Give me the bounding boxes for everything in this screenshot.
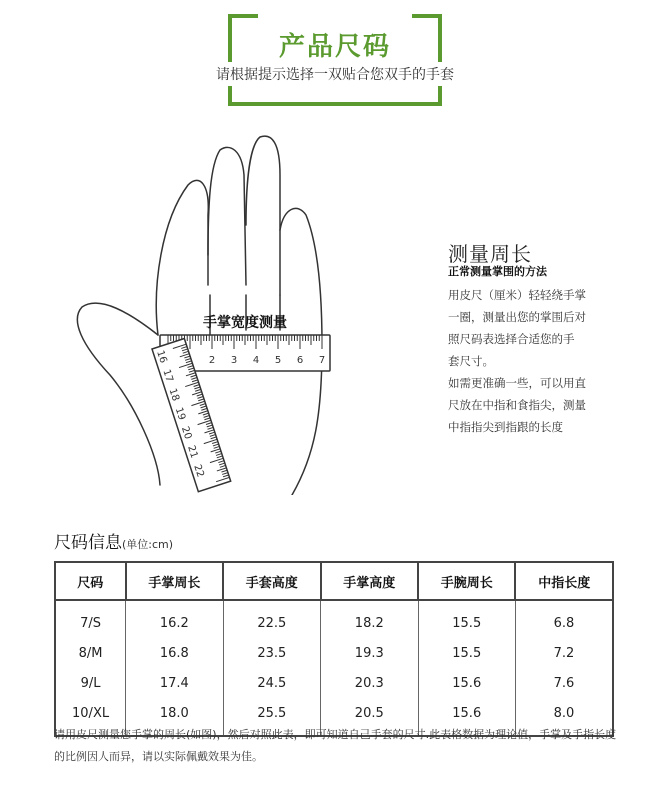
ruler-tick-label: 4 bbox=[252, 355, 260, 366]
table-cell: 9/L bbox=[55, 668, 126, 698]
measure-line: 一圈，测量出您的掌围后对 bbox=[448, 310, 586, 324]
ruler-tick-label: 20 bbox=[178, 425, 194, 441]
table-cell: 7/S bbox=[55, 600, 126, 638]
table-cell: 20.5 bbox=[321, 698, 418, 736]
ruler-tick-label: 17 bbox=[160, 368, 175, 384]
table-header-row bbox=[55, 562, 613, 600]
table-cell: 18.0 bbox=[126, 698, 223, 736]
table-cell: 15.6 bbox=[418, 698, 515, 736]
ruler-tick-label: 3 bbox=[230, 355, 238, 366]
size-info-unit: (单位:cm) bbox=[122, 538, 174, 551]
table-cell: 15.5 bbox=[418, 638, 515, 668]
column-header: 手腕周长 bbox=[418, 562, 515, 600]
ruler-tick-label: 21 bbox=[185, 444, 200, 460]
ruler-tick-label: 5 bbox=[274, 355, 282, 366]
table-cell: 18.2 bbox=[321, 600, 418, 638]
size-table bbox=[54, 561, 614, 737]
ruler-tick-label: 2 bbox=[208, 355, 216, 366]
measure-line: 用皮尺（厘米）轻轻绕手掌 bbox=[448, 288, 586, 302]
table-cell: 16.2 bbox=[126, 600, 223, 638]
table-cell: 7.6 bbox=[515, 668, 613, 698]
table-cell: 22.5 bbox=[223, 600, 320, 638]
page-subtitle: 请根据提示选择一双贴合您双手的手套 bbox=[160, 62, 510, 86]
table-cell: 15.5 bbox=[418, 600, 515, 638]
measure-line: 套尺寸。 bbox=[448, 354, 494, 368]
measure-title: 测量周长 bbox=[448, 242, 532, 266]
ruler-tick-label: 6 bbox=[296, 355, 304, 366]
column-header: 手套高度 bbox=[223, 562, 320, 600]
table-cell: 15.6 bbox=[418, 668, 515, 698]
table-cell: 19.3 bbox=[321, 638, 418, 668]
table-row bbox=[55, 668, 613, 698]
measure-line: 照尺码表选择合适您的手 bbox=[448, 332, 575, 346]
ruler-tick-label: 18 bbox=[166, 387, 181, 403]
table-cell: 6.8 bbox=[515, 600, 613, 638]
measure-line: 中指指尖到指跟的长度 bbox=[448, 420, 563, 434]
table-cell: 20.3 bbox=[321, 668, 418, 698]
measure-instructions bbox=[448, 284, 608, 438]
table-cell: 8.0 bbox=[515, 698, 613, 736]
footnote: 请用皮尺测量您手掌的周长(如图)，然后对照此表，即可知道自己手套的尺寸.此表格数据为理论值，手掌及手指长度的比例因人而异，请以实际佩戴效果为佳。 bbox=[54, 728, 617, 763]
size-info-title-text: 尺码信息 bbox=[54, 533, 122, 553]
table-cell: 24.5 bbox=[223, 668, 320, 698]
measure-line: 如需更准确一些，可以用直 bbox=[448, 376, 586, 390]
table-cell: 17.4 bbox=[126, 668, 223, 698]
table-cell: 8/M bbox=[55, 638, 126, 668]
column-header: 尺码 bbox=[55, 562, 126, 600]
palm-width-label: 手掌宽度测量 bbox=[203, 315, 287, 331]
column-header: 中指长度 bbox=[515, 562, 613, 600]
hand-measure-illustration bbox=[60, 135, 360, 495]
table-row bbox=[55, 600, 613, 638]
size-info-title bbox=[54, 528, 173, 553]
measure-subtitle: 正常测量掌围的方法 bbox=[448, 265, 547, 278]
column-header: 手掌高度 bbox=[321, 562, 418, 600]
ruler-tick-label: 16 bbox=[154, 349, 169, 365]
table-cell: 10/XL bbox=[55, 698, 126, 736]
table-cell: 23.5 bbox=[223, 638, 320, 668]
table-cell: 25.5 bbox=[223, 698, 320, 736]
title-frame-cap-left bbox=[228, 14, 258, 18]
table-cell: 7.2 bbox=[515, 638, 613, 668]
measure-line: 尺放在中指和食指尖，测量 bbox=[448, 398, 586, 412]
page-title: 产品尺码 bbox=[278, 32, 391, 62]
column-header: 手掌周长 bbox=[126, 562, 223, 600]
title-frame-cap-right bbox=[412, 14, 442, 18]
ruler-tick-label: 7 bbox=[318, 355, 326, 366]
table-row bbox=[55, 638, 613, 668]
ruler-tick-label: 19 bbox=[172, 406, 188, 422]
table-cell: 16.8 bbox=[126, 638, 223, 668]
ruler-tick-label: 22 bbox=[191, 463, 206, 479]
